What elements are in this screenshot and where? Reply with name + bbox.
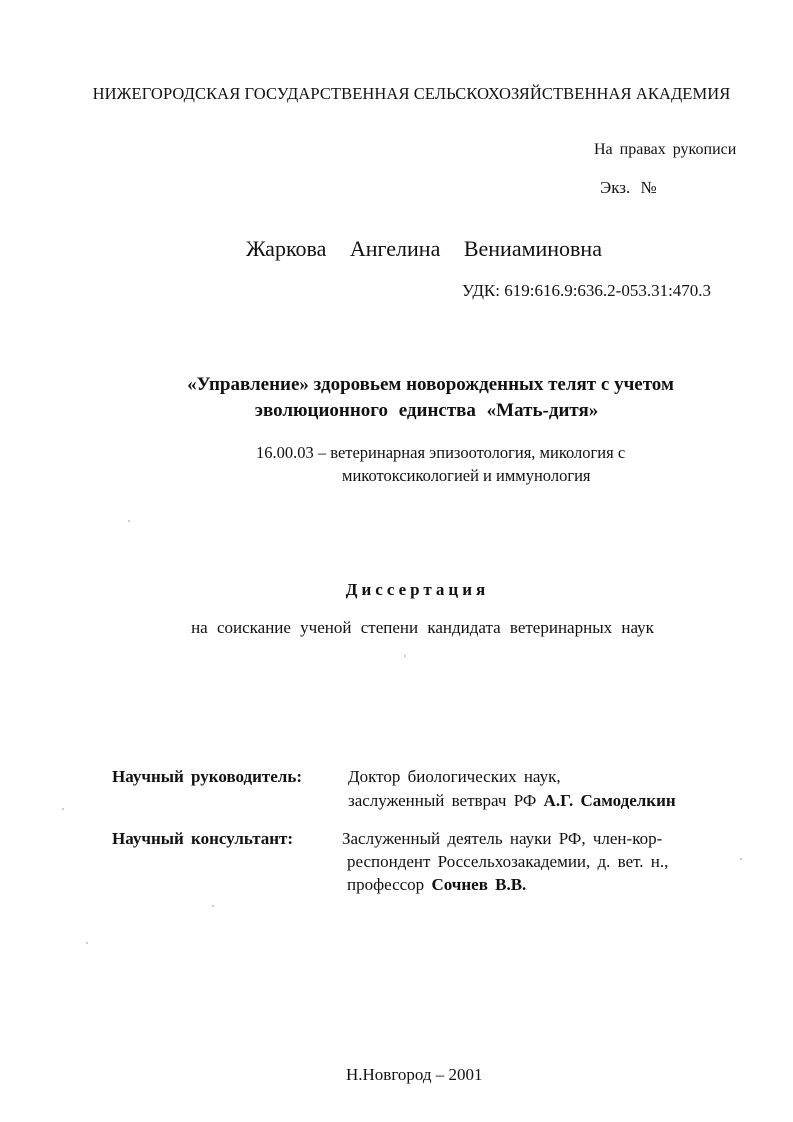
supervisor-title: заслуженный ветврач РФ: [348, 791, 544, 810]
specialty-line-1: 16.00.03 – ветеринарная эпизоотология, микология с: [256, 443, 626, 462]
dissertation-title-line-1: «Управление» здоровьем новорожденных телят с учетом: [187, 374, 674, 395]
consultant-credentials-line-1: Заслуженный деятель науки РФ, член-кор-: [342, 829, 663, 848]
supervisor-degree: Доктор биологических наук,: [348, 767, 561, 786]
city-year: Н.Новгород – 2001: [346, 1065, 483, 1084]
supervisor-label: Научный руководитель:: [112, 767, 302, 786]
dissertation-title-line-2: эволюционного единства «Мать-дитя»: [254, 400, 599, 421]
author-name: Жаркова Ангелина Вениаминовна: [246, 236, 602, 261]
degree-statement: на соискание ученой степени кандидата ветеринарных наук: [191, 618, 654, 637]
consultant-credentials-line-2: респондент Россельхозакадемии, д. вет. н.,: [347, 852, 669, 871]
consultant-name-line: [347, 875, 526, 895]
specialty-line-2: микотоксикологией и иммунология: [342, 466, 591, 485]
institution-name: НИЖЕГОРОДСКАЯ ГОСУДАРСТВЕННАЯ СЕЛЬСКОХОЗЯЙСТВЕННАЯ АКАДЕМИЯ: [92, 84, 731, 103]
consultant-position: профессор: [347, 875, 432, 894]
supervisor-name: А.Г. Самоделкин: [543, 791, 676, 810]
consultant-name: Сочнев В.В.: [431, 875, 527, 894]
work-type-heading: Диссертация: [345, 580, 490, 599]
supervisor-title-line: [348, 791, 676, 811]
copy-number: Экз. №: [600, 178, 657, 197]
udk-code: УДК: 619:616.9:636.2-053.31:470.3: [462, 281, 712, 300]
manuscript-rights-note: На правах рукописи: [594, 141, 737, 158]
consultant-label: Научный консультант:: [112, 829, 294, 848]
